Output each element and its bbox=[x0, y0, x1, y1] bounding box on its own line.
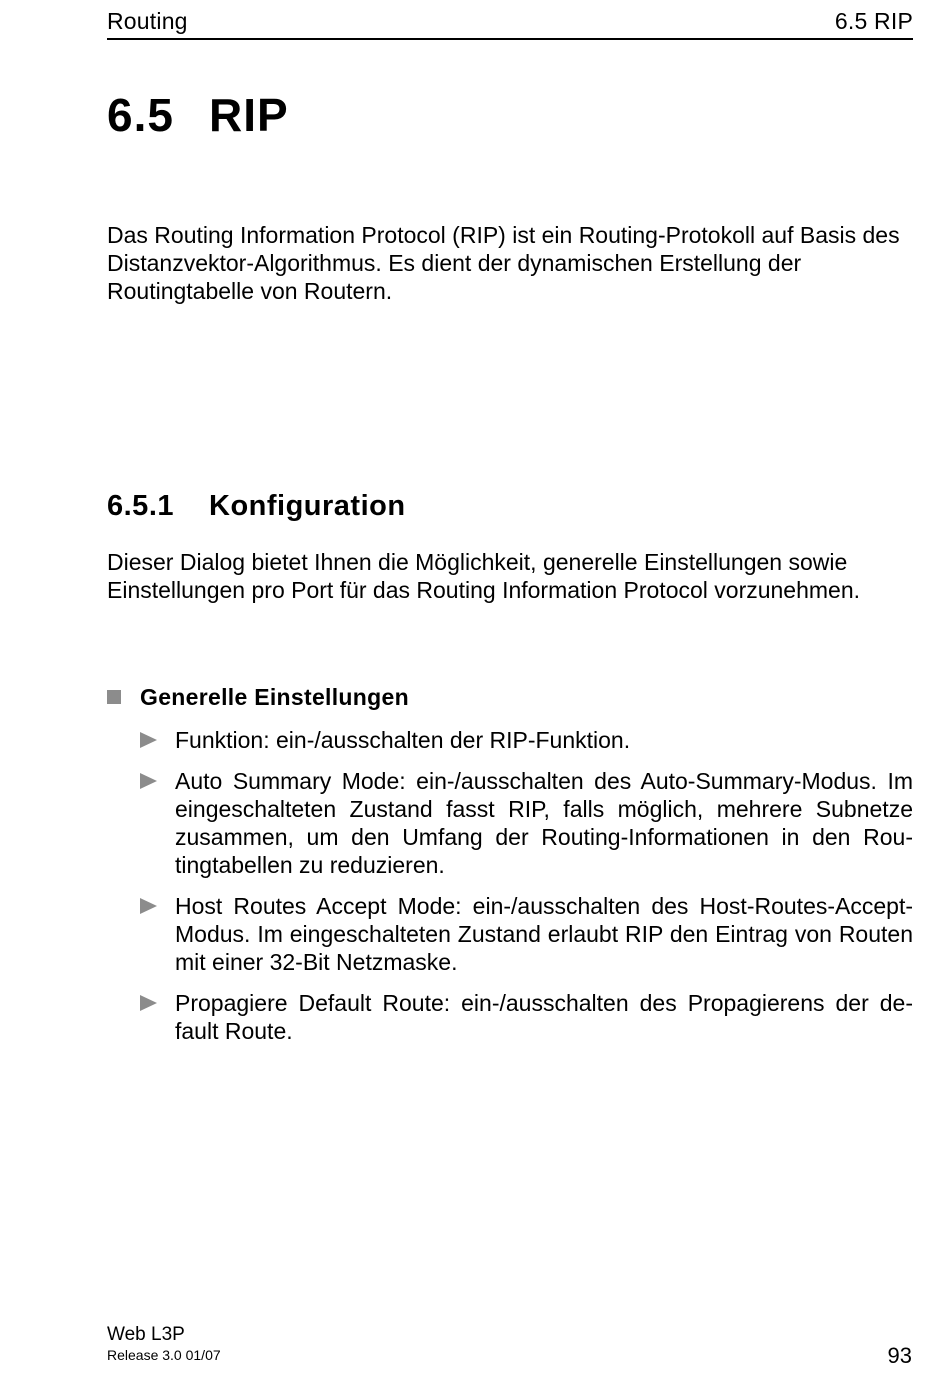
list-item-text: Host Routes Accept Mode: ein-/ausschalten des Host-Routes-Accept-Modus. Im eingeschalteten Zustand erlaubt RIP den Eintrag von Routen mit einer 32-Bit Netzmaske. bbox=[175, 893, 913, 975]
list-item bbox=[107, 989, 913, 1045]
list-item bbox=[107, 892, 913, 976]
triangle-bullet-icon bbox=[140, 773, 157, 789]
chapter-number: 6.5 bbox=[107, 89, 174, 141]
triangle-bullet-icon bbox=[140, 995, 157, 1011]
header-section-ref: 6.5 RIP bbox=[834, 8, 913, 34]
subsection-title: Generelle Einstellungen bbox=[140, 684, 409, 710]
square-bullet-icon bbox=[107, 690, 121, 704]
footer bbox=[107, 1325, 221, 1364]
triangle-bullet-icon bbox=[140, 898, 157, 914]
triangle-bullet-icon bbox=[140, 732, 157, 748]
section-title: Konfiguration bbox=[209, 490, 406, 522]
chapter-heading bbox=[107, 88, 289, 142]
section-heading bbox=[107, 490, 406, 523]
footer-product: Web L3P bbox=[107, 1324, 185, 1345]
section-description: Dieser Dialog bietet Ihnen die Möglichkeit, generelle Einstellungen sowie Einstellungen pro Port für das Routing Information Protocol vorzunehmen. bbox=[107, 549, 861, 603]
settings-list bbox=[107, 726, 917, 1058]
subsection-heading bbox=[107, 684, 409, 711]
list-item-text: Funktion: ein-/ausschalten der RIP-Funktion. bbox=[175, 727, 631, 753]
footer-release: Release 3.0 01/07 bbox=[107, 1347, 221, 1363]
running-header bbox=[107, 6, 913, 40]
list-item-text: Auto Summary Mode: ein-/ausschalten des Auto-Summary-Modus. Im eingeschalteten Zustand fasst RIP, falls möglich, mehrere Subnetze zusammen, um den Umfang der Routing-Informationen in den Routingtabellen zu reduzieren. bbox=[175, 768, 913, 878]
header-chapter-name: Routing bbox=[107, 8, 188, 34]
intro-paragraph: Das Routing Information Protocol (RIP) ist ein Routing-Protokoll auf Basis des Distanzvektor-Algorithmus. Es dient der dynamischen Erstellung der Routingtabelle von Routern. bbox=[107, 222, 900, 304]
section-number: 6.5.1 bbox=[107, 490, 174, 522]
list-item-text: Propagiere Default Route: ein-/ausschalten des Propagierens der default Route. bbox=[175, 990, 913, 1044]
chapter-title: RIP bbox=[209, 89, 289, 141]
list-item bbox=[107, 767, 913, 879]
list-item bbox=[107, 726, 913, 754]
page-number: 93 bbox=[887, 1343, 912, 1368]
